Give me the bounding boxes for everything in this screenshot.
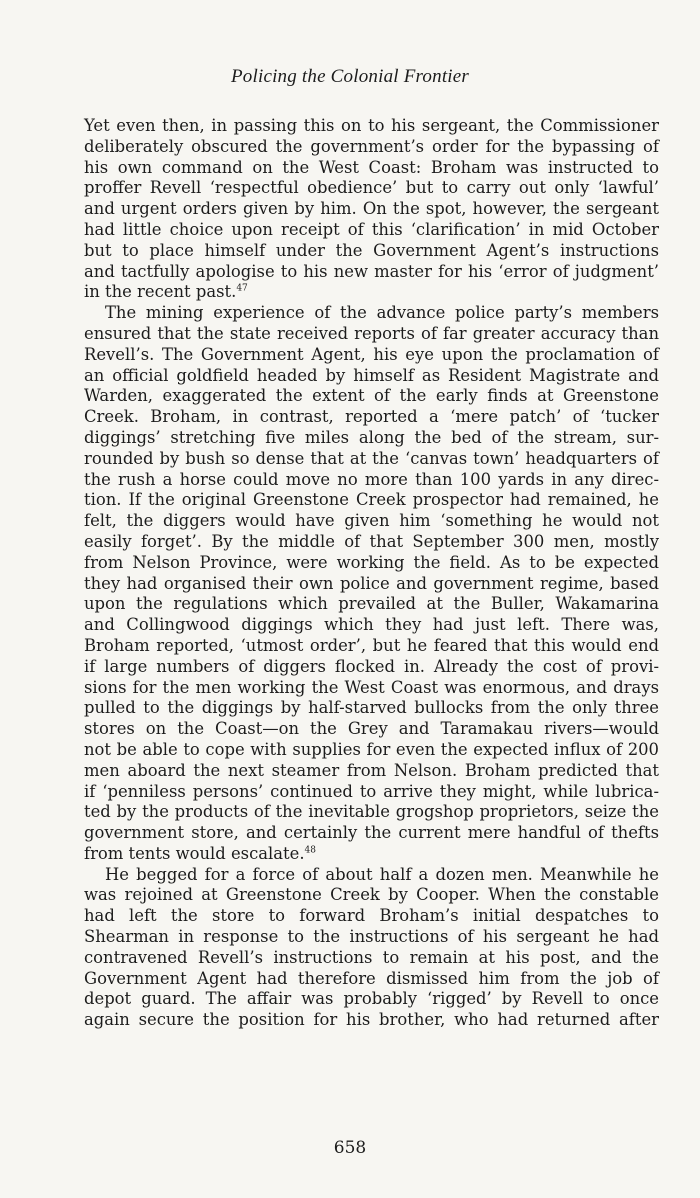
text-line: felt, the diggers would have given him ‘something he would not — [84, 511, 659, 531]
text-line: Creek. Broham, in contrast, reported a ‘mere patch’ of ‘tucker — [84, 407, 659, 427]
text-line: The mining experience of the advance police party’s members — [105, 303, 659, 323]
text-line: but to place himself under the Government Agent’s instructions — [84, 240, 659, 260]
text-line: ensured that the state received reports of far greater accuracy than — [84, 323, 659, 343]
text-line-content: from tents would escalate. — [84, 843, 305, 863]
text-line: Revell’s. The Government Agent, his eye upon the proclamation of — [84, 344, 659, 364]
paragraph — [84, 303, 659, 865]
text-line: Broham reported, ‘utmost order’, but he feared that this would end — [84, 635, 659, 655]
running-header: Policing the Colonial Frontier — [230, 66, 470, 87]
text-line: and Collingwood diggings which they had just left. There was, — [84, 615, 659, 635]
text-line-last — [84, 282, 659, 303]
text-line: was rejoined at Greenstone Creek by Cooper. When the constable — [84, 885, 659, 905]
text-line: easily forget’. By the middle of that September 300 men, mostly — [84, 531, 659, 551]
text-line: rounded by bush so dense that at the ‘canvas town’ headquarters of — [84, 448, 659, 468]
paragraph — [84, 116, 659, 303]
text-line: again secure the position for his brother, who had returned after — [84, 1010, 659, 1030]
text-line: ted by the products of the inevitable grogshop proprietors, seize the — [84, 802, 659, 822]
text-line: sions for the men working the West Coast was enormous, and drays — [84, 677, 659, 697]
text-line: Government Agent had therefore dismissed him from the job of — [84, 968, 659, 988]
text-line: men aboard the next steamer from Nelson. Broham predicted that — [84, 760, 659, 780]
footnote-marker[interactable]: 48 — [304, 845, 316, 856]
text-line: He begged for a force of about half a dozen men. Meanwhile he — [105, 864, 659, 884]
text-line: depot guard. The affair was probably ‘rigged’ by Revell to once — [84, 989, 659, 1009]
text-line-content: in the recent past. — [84, 282, 237, 302]
text-line: diggings’ stretching five miles along the bed of the stream, sur- — [84, 427, 659, 447]
text-line: his own command on the West Coast: Broham was instructed to — [84, 157, 659, 177]
text-line: Shearman in response to the instructions of his sergeant he had — [84, 927, 659, 947]
text-line: deliberately obscured the government’s order for the bypassing of — [84, 136, 659, 156]
text-line: contravened Revell’s instructions to remain at his post, and the — [84, 947, 659, 967]
text-line: if ‘penniless persons’ continued to arrive they might, while lubrica- — [84, 781, 659, 801]
page-number: 658 — [333, 1138, 367, 1158]
text-line-last — [84, 844, 659, 865]
text-line: they had organised their own police and government regime, based — [84, 573, 659, 593]
body-text — [84, 116, 659, 1031]
text-line: had left the store to forward Broham’s initial despatches to — [84, 906, 659, 926]
text-line: and tactfully apologise to his new master for his ‘error of judgment’ — [84, 261, 659, 281]
text-line: Yet even then, in passing this on to his sergeant, the Commissioner — [84, 116, 659, 135]
footnote-marker[interactable]: 47 — [236, 283, 248, 294]
text-line: not be able to cope with supplies for even the expected influx of 200 — [84, 739, 659, 759]
text-line: from Nelson Province, were working the field. As to be expected — [84, 552, 659, 572]
text-line: Warden, exaggerated the extent of the early finds at Greenstone — [84, 386, 659, 406]
text-line: tion. If the original Greenstone Creek prospector had remained, he — [84, 490, 659, 510]
text-line: if large numbers of diggers flocked in. Already the cost of provi- — [84, 656, 659, 676]
text-line: pulled to the diggings by half-starved bullocks from the only three — [84, 698, 659, 718]
text-line: proffer Revell ‘respectful obedience’ but to carry out only ‘lawful’ — [84, 178, 659, 198]
text-line: an official goldfield headed by himself as Resident Magistrate and — [84, 365, 659, 385]
text-line: and urgent orders given by him. On the spot, however, the sergeant — [84, 199, 659, 219]
text-line: the rush a horse could move no more than 100 yards in any direc- — [84, 469, 659, 489]
text-line: had little choice upon receipt of this ‘clarification’ in mid October — [84, 219, 659, 239]
text-line: upon the regulations which prevailed at the Buller, Wakamarina — [84, 594, 659, 614]
text-line: stores on the Coast—on the Grey and Taramakau rivers—would — [84, 719, 659, 739]
text-line: government store, and certainly the current mere handful of thefts — [84, 823, 659, 843]
paragraph — [84, 865, 659, 1031]
